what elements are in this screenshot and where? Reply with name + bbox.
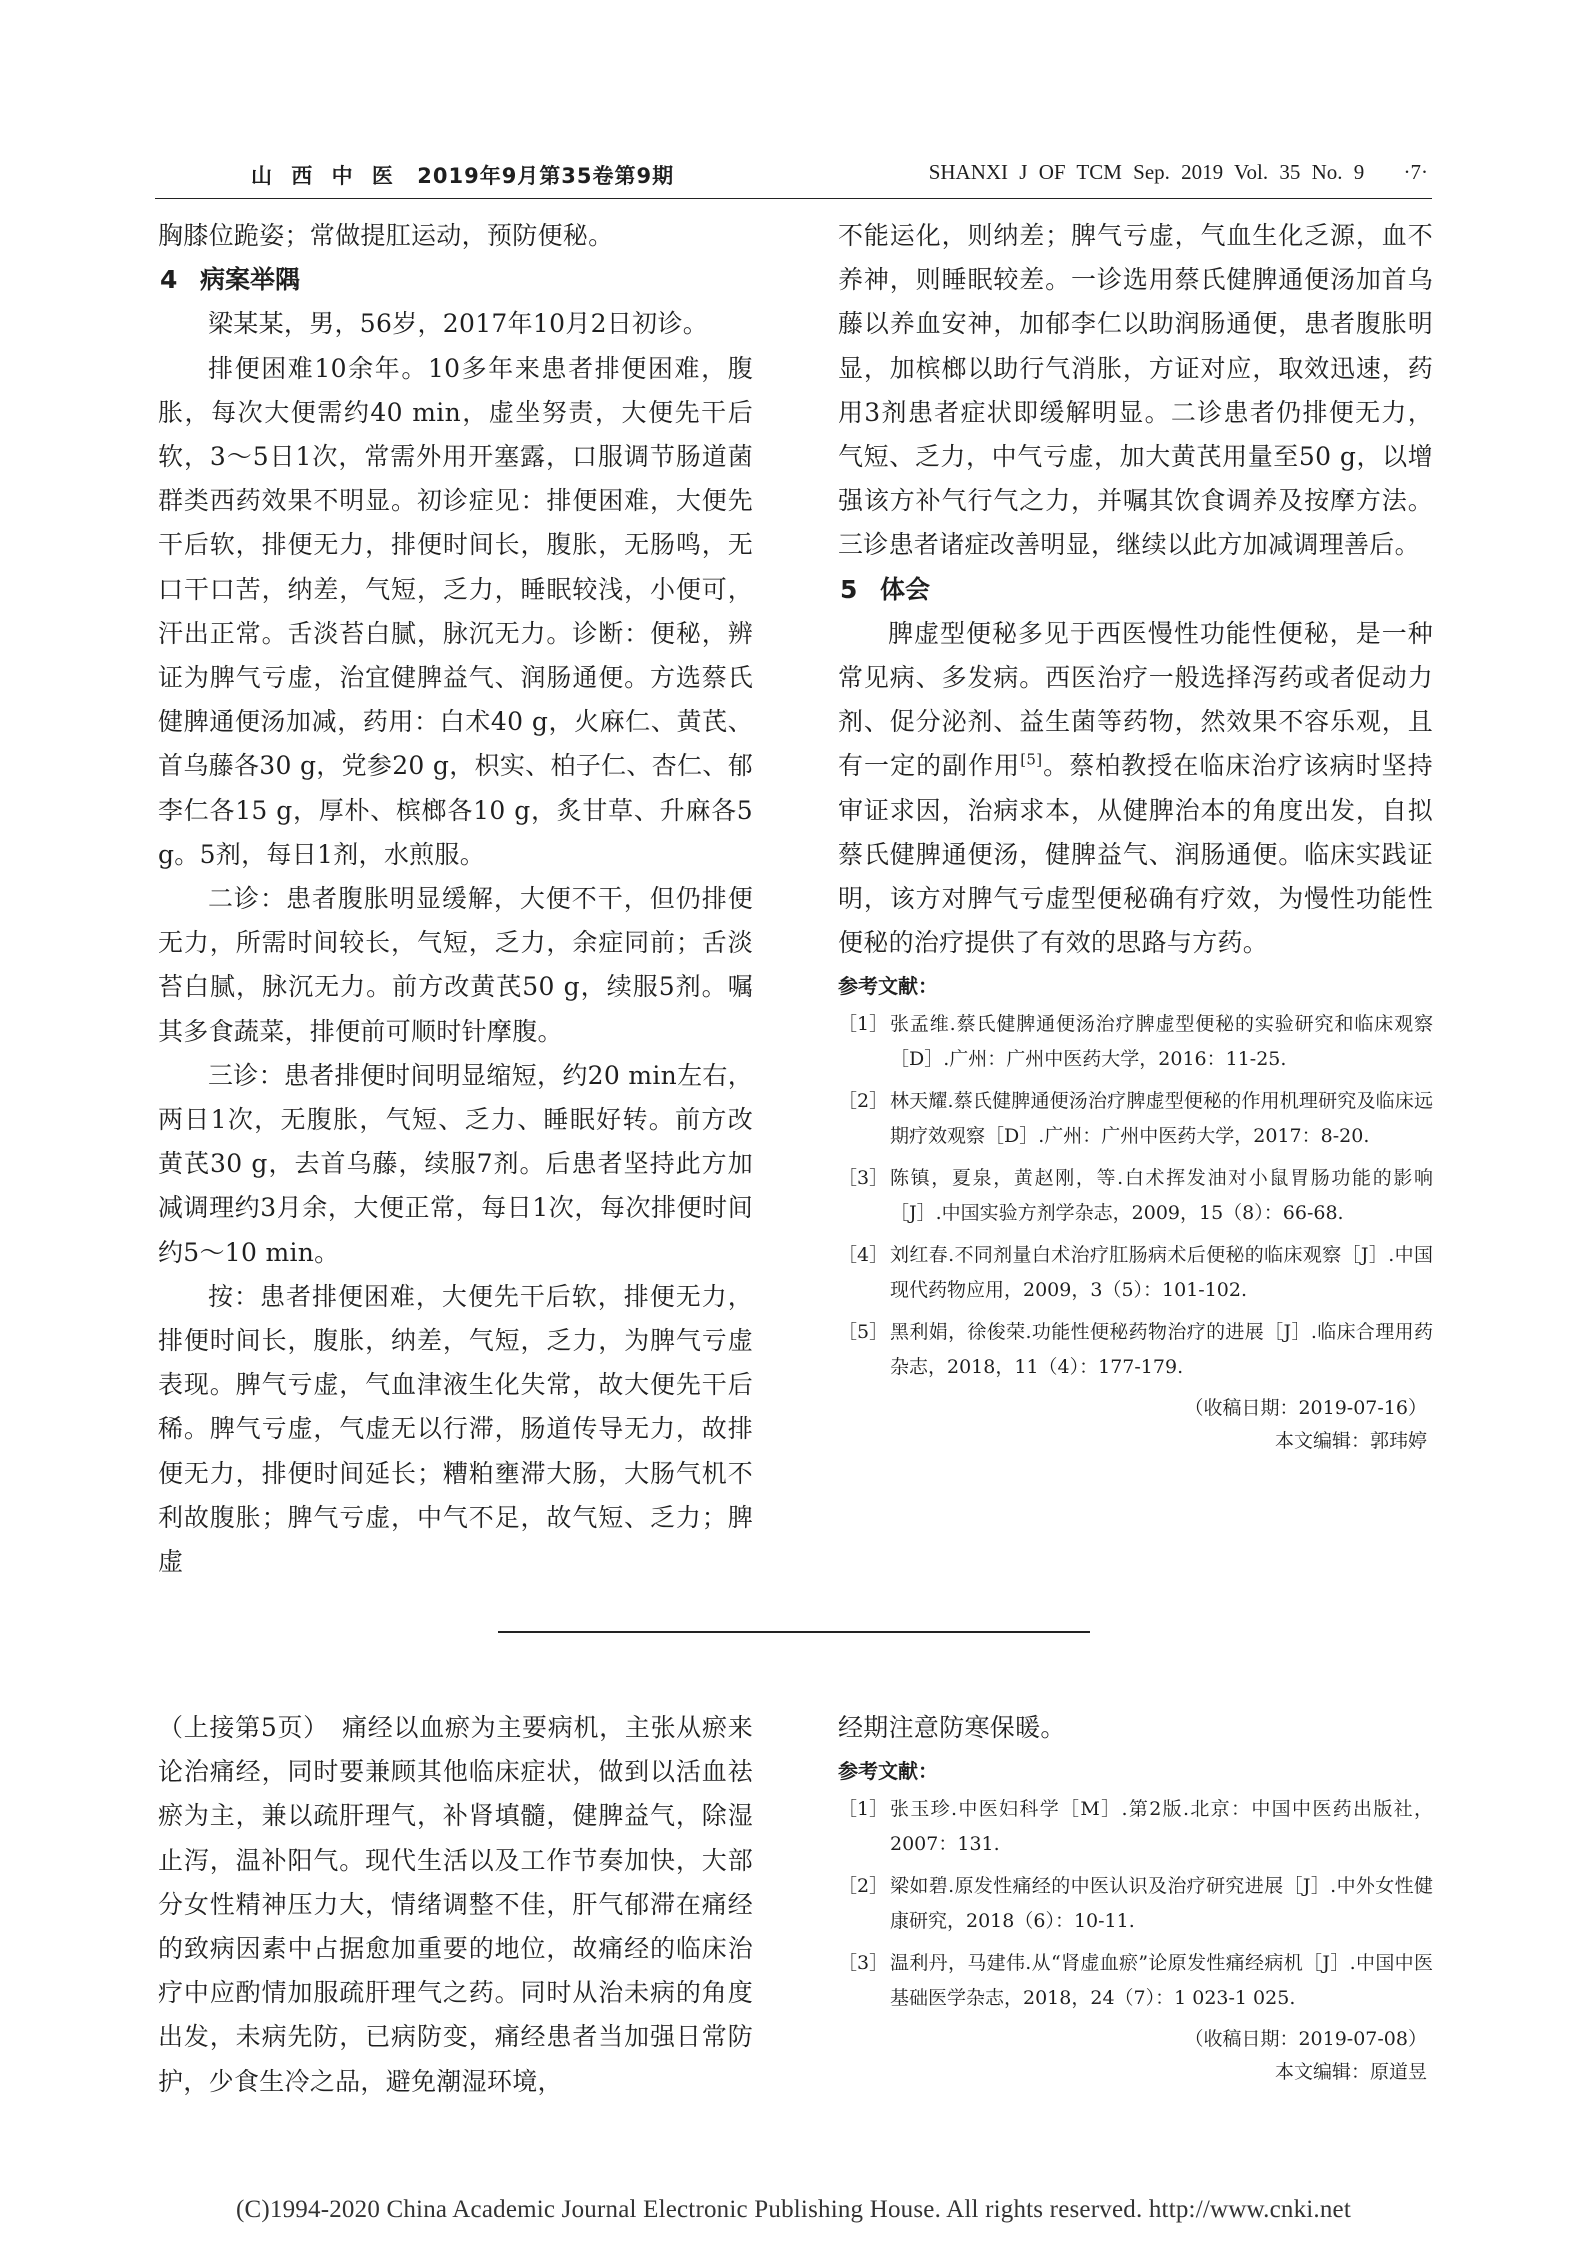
paragraph-continued: 不能运化，则纳差；脾气亏虚，气血生化乏源，血不养神，则睡眠较差。一诊选用蔡氏健脾通便汤加首乌藤以养血安神，加郁李仁以助润肠通便，患者腹胀明显，加槟榔以助行气消胀，方证对应，取效迅速，药用3剂患者症状即缓解明显。二诊患者仍排便无力，气短、乏力，中气亏虚，加大黄芪用量至50 g，以增强该方补气行气之力，并嘱其饮食调养及按摩方法。三诊患者诸症改善明显，继续以此方加减调理善后。: [838, 221, 1433, 560]
paragraph-third-visit: 三诊：患者排便时间明显缩短，约20 min左右，两日1次，无腹胀，气短、乏力、睡眠好转。前方改黄芪30 g，去首乌藤，续服7剂。后患者坚持此方加减调理约3月余，大便正常，每日1次，每次排便时间约5～10 min。: [158, 1060, 753, 1267]
journal-name-en: SHANXI J OF TCM Sep. 2019 Vol. 35 No. 9: [928, 160, 1365, 184]
reference-item: [838, 1238, 1433, 1307]
reference-number: ［2］: [838, 1875, 889, 1898]
reference-number: ［4］: [838, 1244, 889, 1267]
article1-left-column: [158, 214, 753, 1584]
experience-text-part1: 脾虚型便秘多见于西医慢性功能性便秘，是一种常见病、多发病。西医治疗一般选择泻药或者促动力剂、促分泌剂、益生菌等药物，然效果不容乐观，且有一定的副作用: [838, 618, 1433, 781]
reference-number: ［3］: [838, 1952, 889, 1975]
paragraph-first-visit: 排便困难10余年。10多年来患者排便困难，腹胀，每次大便需约40 min，虚坐努责，大便先干后软，3～5日1次，常需外用开塞露，口服调节肠道菌群类西药效果不明显。初诊症见：排便困难，大便先干后软，排便无力，排便时间长，腹胀，无肠鸣，无口干口苦，纳差，气短，乏力，睡眠较浅，小便可，汗出正常。舌淡苔白腻，脉沉无力。诊断：便秘，辨证为脾气亏虚，治宜健脾益气、润肠通便。方选蔡氏健脾通便汤加减，药用：白术40 g，火麻仁、黄芪、首乌藤各30 g，党参20 g，枳实、柏子仁、杏仁、郁李仁各15 g，厚朴、槟榔各10 g，炙甘草、升麻各5 g。5剂，每日1剂，水煎服。: [158, 353, 753, 869]
reference-item: [838, 1007, 1433, 1076]
article-divider: [498, 1631, 1090, 1633]
editor-credit: 本文编辑：原道昱: [1274, 2061, 1427, 2084]
reference-text: 梁如碧.原发性痛经的中医认识及治疗研究进展［J］.中外女性健康研究，2018（6）：10-11.: [890, 1875, 1433, 1932]
article2-left-column: [158, 1706, 753, 2104]
references-heading: 参考文献：: [838, 974, 938, 999]
reference-list: [838, 1792, 1433, 2015]
reference-item: [838, 1315, 1433, 1384]
paragraph-second-visit: 二诊：患者腹胀明显缓解，大便不干，但仍排便无力，所需时间较长，气短，乏力，余症同前；舌淡苔白腻，脉沉无力。前方改黄芪50 g，续服5剂。嘱其多食蔬菜，排便前可顺时针摩腹。: [158, 884, 753, 1046]
reference-text: 林天耀.蔡氏健脾通便汤治疗脾虚型便秘的作用机理研究及临床远期疗效观察［D］.广州：广州中医药大学，2017：8-20.: [890, 1090, 1433, 1147]
reference-list: [838, 1007, 1433, 1384]
paragraph-experience: [838, 612, 1433, 966]
reference-text: 温利丹，马建伟.从“肾虚血瘀”论原发性痛经病机［J］.中国中医基础医学杂志，2018，24（7）：1 023-1 025.: [890, 1952, 1433, 2009]
section-title: 病案举隅: [200, 265, 301, 295]
paragraph-continued-from-page5: （上接第5页） 痛经以血瘀为主要病机，主张从瘀来论治痛经，同时要兼顾其他临床症状，做到以活血祛瘀为主，兼以疏肝理气，补肾填髓，健脾益气，除湿止泻，温补阳气。现代生活以及工作节奏加快，大部分女性精神压力大，情绪调整不佳，肝气郁滞在痛经的致病因素中占据愈加重要的地位，故痛经的临床治疗中应酌情加服疏肝理气之药。同时从治未病的角度出发，未病先防，已病防变，痛经患者当加强日常防护，少食生冷之品，避免潮湿环境，: [158, 1713, 753, 2096]
citation-marker: [5]: [1020, 751, 1043, 770]
reference-number: ［1］: [838, 1798, 889, 1821]
issue-info-cn: 2019年9月第35卷第9期: [417, 164, 675, 188]
copyright-footer: (C)1994-2020 China Academic Journal Electronic Publishing House. All rights reserved. http://www.cnki.net: [235, 2196, 1352, 2223]
reference-number: ［2］: [838, 1090, 889, 1113]
section-number: 4: [160, 265, 178, 295]
reference-text: 黑利娟，徐俊荣.功能性便秘药物治疗的进展［J］.临床合理用药杂志，2018，11（4）：177-179.: [890, 1321, 1433, 1378]
reference-item: [838, 1161, 1433, 1230]
reference-text: 陈镇，夏泉，黄赵刚，等.白术挥发油对小鼠胃肠功能的影响［J］.中国实验方剂学杂志，2009，15（8）：66-68.: [890, 1167, 1433, 1224]
reference-text: 刘红春.不同剂量白术治疗肛肠病术后便秘的临床观察［J］.中国现代药物应用，2009，3（5）：101-102.: [890, 1244, 1433, 1301]
section-number: 5: [840, 574, 858, 604]
editor-credit: 本文编辑：郭玮婷: [1274, 1430, 1427, 1453]
paragraph-continued: 经期注意防寒保暖。: [838, 1713, 1066, 1742]
paragraph-patient: 梁某某，男，56岁，2017年10月2日初诊。: [208, 309, 709, 339]
reference-number: ［1］: [838, 1013, 889, 1036]
reference-text: 张孟维.蔡氏健脾通便汤治疗脾虚型便秘的实验研究和临床观察［D］.广州：广州中医药大学，2016：11-25.: [890, 1013, 1433, 1070]
header-left: [251, 160, 674, 190]
section-heading-case: [158, 258, 753, 302]
reference-item: [838, 1946, 1433, 2015]
reference-number: ［5］: [838, 1321, 889, 1344]
paragraph-continued: 胸膝位跪姿；常做提肛运动，预防便秘。: [158, 221, 614, 250]
experience-text-part2: 。蔡柏教授在临床治疗该病时坚持审证求因，治病求本，从健脾治本的角度出发，自拟蔡氏健脾通便汤，健脾益气、润肠通便。临床实践证明，该方对脾气亏虚型便秘确有疗效，为慢性功能性便秘的治疗提供了有效的思路与方药。: [838, 751, 1433, 958]
reference-number: ［3］: [838, 1167, 889, 1190]
received-date: （收稿日期：2019-07-08）: [1184, 2028, 1427, 2051]
journal-name-cn: 山 西 中 医: [251, 164, 399, 188]
reference-item: [838, 1792, 1433, 1861]
article1-right-column: [838, 214, 1433, 1458]
running-header: [155, 156, 1432, 199]
page-number: ·7·: [1403, 160, 1428, 184]
paragraph-commentary: 按：患者排便困难，大便先干后软，排便无力，排便时间长，腹胀，纳差，气短，乏力，为脾气亏虚表现。脾气亏虚，气血津液生化失常，故大便先干后稀。脾气亏虚，气虚无以行滞，肠道传导无力，故排便无力，排便时间延长；糟粕壅滞大肠，大肠气机不利故腹胀；脾气亏虚，中气不足，故气短、乏力；脾虚: [158, 1281, 753, 1577]
reference-item: [838, 1869, 1433, 1938]
section-heading-experience: [838, 568, 1433, 612]
article2-right-column: [838, 1706, 1433, 2089]
received-date: （收稿日期：2019-07-16）: [1184, 1397, 1427, 1420]
section-title: 体会: [880, 574, 931, 604]
reference-text: 张玉珍.中医妇科学［M］.第2版.北京：中国中医药出版社，2007：131.: [890, 1798, 1433, 1855]
header-right: [929, 160, 1428, 185]
reference-item: [838, 1084, 1433, 1153]
references-heading: 参考文献：: [838, 1759, 938, 1784]
